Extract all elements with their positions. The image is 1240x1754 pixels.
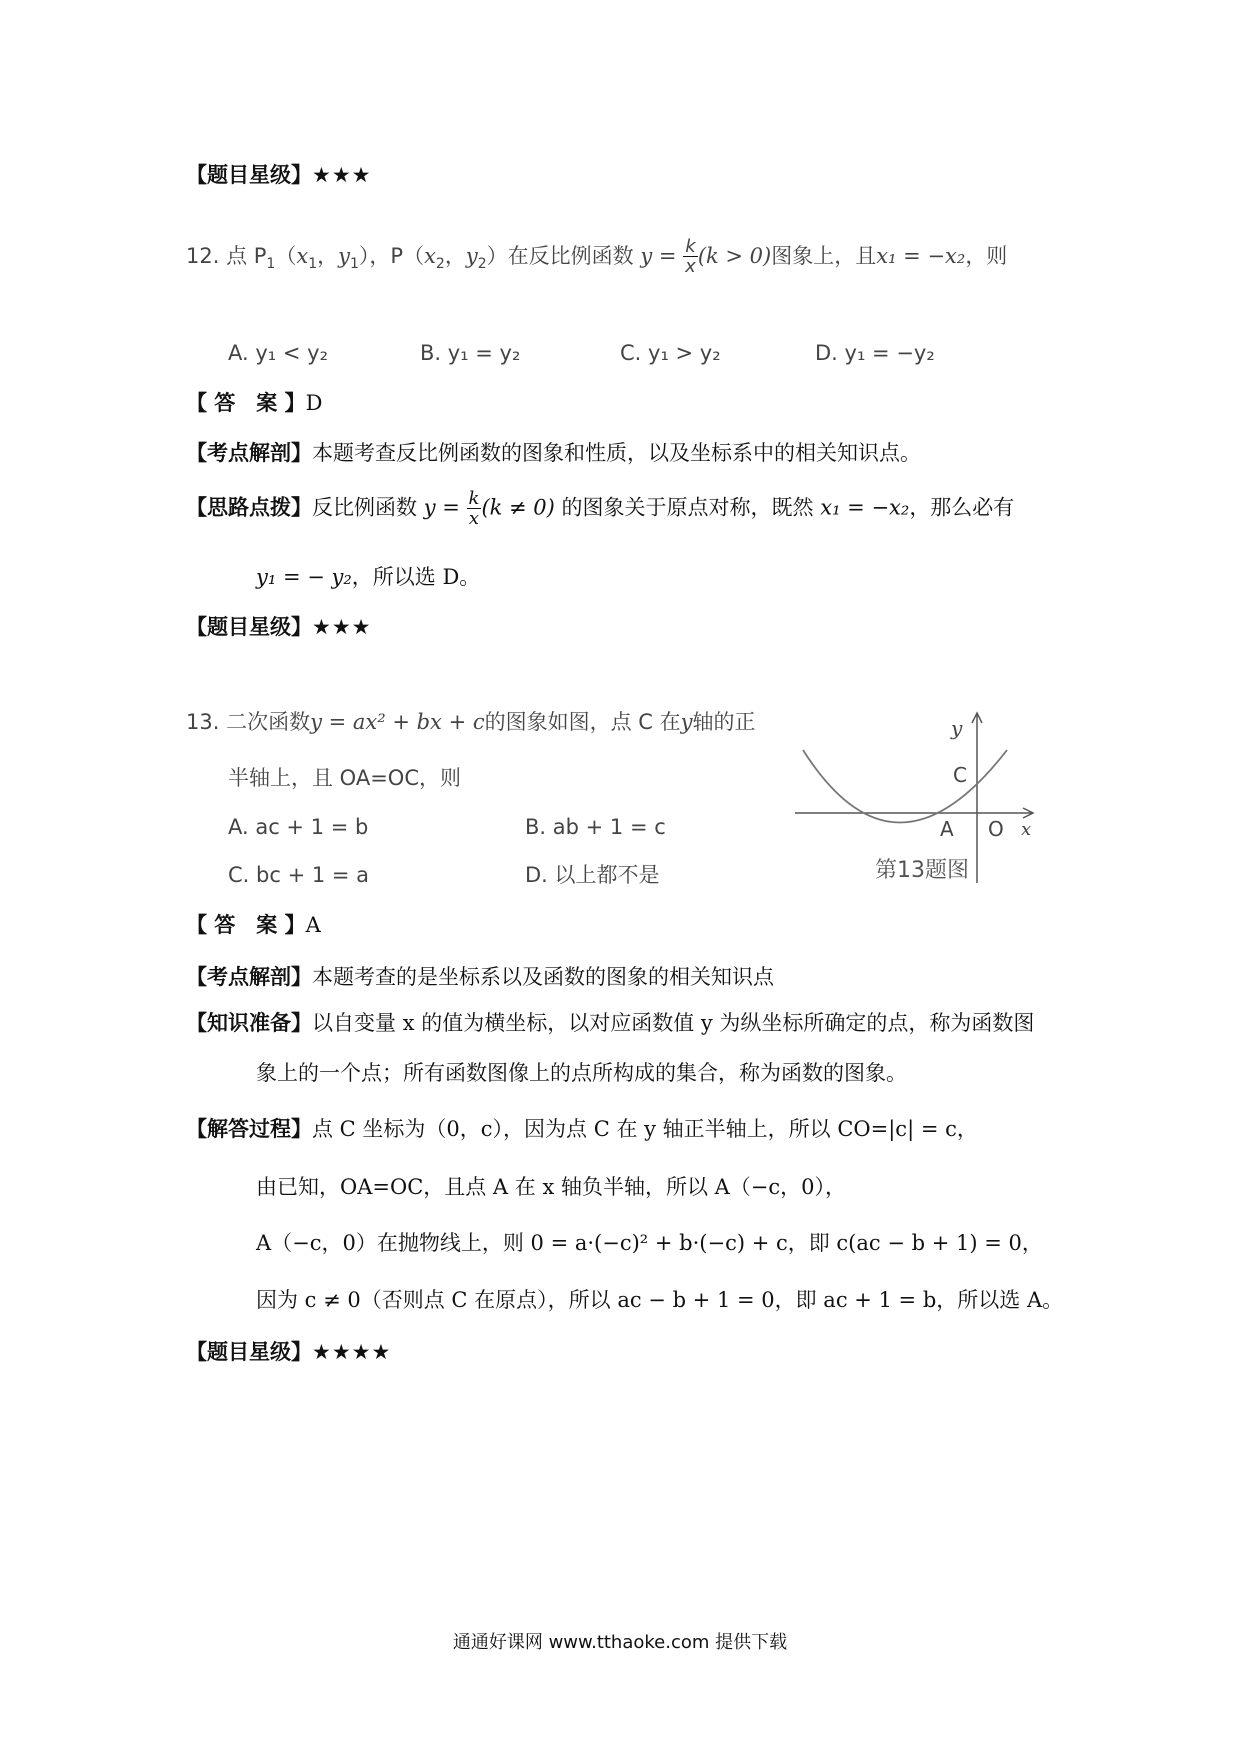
page-footer: 通通好课网 www.tthaoke.com 提供下载 (452, 1632, 788, 1653)
rating-line (186, 160, 371, 190)
q12-rating-stars: ★★★ (312, 615, 372, 639)
q12-prefix: 12. 点 P (186, 244, 267, 268)
q13-analysis-tag: 【考点解剖】 (186, 965, 312, 989)
q12-option-d: D. y₁ = −y₂ (815, 341, 935, 365)
q12-hint-frac-den: x (467, 508, 482, 528)
q13-yaxis: y (680, 710, 693, 734)
q13-knowledge-line2: 象上的一个点；所有函数图像上的点所构成的集合，称为函数的图象。 (256, 1061, 907, 1085)
q12-text5: ，则 (965, 244, 1008, 268)
q13-solution-line4: 因为 c ≠ 0（否则点 C 在原点），所以 ac − b + 1 = 0，即 ac + 1 = b，所以选 A。 (256, 1288, 1064, 1312)
q13-stem-line2: 半轴上，且 OA=OC，则 (228, 766, 461, 790)
q12-text2: ），P（ (358, 244, 425, 268)
q12-option-c: C. y₁ > y₂ (620, 341, 721, 365)
q12-y1-sub: 1 (349, 256, 359, 273)
q12-x1-sub: 1 (308, 256, 318, 273)
q12-hint-fraction (467, 490, 482, 528)
q13-knowledge (186, 1008, 1034, 1038)
q12-answer-value: D (305, 391, 323, 415)
q13-analysis (186, 962, 774, 992)
rating-tag: 【题目星级】 (186, 163, 312, 187)
q12-analysis-tag: 【考点解剖】 (186, 441, 312, 465)
q13-text3: 轴的正 (692, 710, 756, 734)
q13-answer-tag: 【 答 案 】 (186, 913, 306, 937)
q12-hint-frac-num: k (468, 488, 480, 509)
q12-hint-text5: ，所以选 D。 (351, 565, 481, 589)
q12-comma2: ， (444, 244, 466, 268)
q13-answer-value: A (305, 913, 321, 937)
q13-text1: 13. 二次函数 (186, 710, 311, 734)
fig-label-a: A (940, 817, 954, 841)
q12-fraction (683, 238, 698, 276)
q12-hint (186, 490, 1014, 528)
q13-equation: y = ax² + bx + c (310, 710, 485, 734)
q13-text2: 的图象如图，点 C 在 (484, 710, 681, 734)
rating-stars: ★★★ (312, 163, 372, 187)
q12-fn-y: y = (640, 244, 677, 268)
q12-hint-eq: y₁ = − y₂ (256, 565, 352, 589)
q12-y2: y (465, 244, 478, 268)
q12-comma1: ， (317, 244, 339, 268)
q13-rating-stars: ★★★★ (312, 1340, 392, 1364)
q12-frac-den: x (685, 256, 696, 277)
q12-relation: x₁ = −x₂ (876, 244, 966, 268)
q13-solution (186, 1114, 978, 1144)
q12-hint-y: y = (423, 495, 460, 520)
q13-stem-line1 (186, 707, 756, 737)
q13-option-b: B. ab + 1 = c (525, 815, 666, 839)
q12-option-a: A. y₁ < y₂ (228, 341, 328, 365)
q12-answer (186, 388, 322, 418)
q12-p-sub: 1 (266, 256, 276, 273)
q13-knowledge-text1: 以自变量 x 的值为横坐标，以对应函数值 y 为纵坐标所确定的点，称为函数图 (312, 1011, 1035, 1035)
q12-text1: （ (275, 244, 297, 268)
fig-label-o: O (988, 817, 1004, 841)
q12-hint-tag: 【思路点拨】 (186, 495, 312, 520)
q13-solution-tag: 【解答过程】 (186, 1117, 312, 1141)
q12-text3: ）在反比例函数 (486, 244, 634, 268)
q12-frac-num: k (685, 236, 696, 257)
q12-y2-sub: 2 (477, 256, 487, 273)
q13-option-c: C. bc + 1 = a (228, 863, 370, 887)
q13-solution-line2: 由已知，OA=OC，且点 A 在 x 轴负半轴，所以 A（−c，0）， (256, 1175, 847, 1199)
q13-parabola-figure (795, 705, 1035, 890)
q12-condition: (k > 0) (697, 244, 772, 268)
q12-y1: y (338, 244, 350, 268)
q12-x1: x (296, 244, 309, 268)
q12-rating-tag: 【题目星级】 (186, 615, 312, 639)
q12-hint-line2 (256, 562, 480, 592)
q13-option-d: D. 以上都不是 (525, 863, 660, 887)
q12-analysis (186, 438, 921, 468)
q12-hint-text1: 反比例函数 (312, 495, 417, 520)
q12-hint-text2: 的图象关于原点对称，既然 (561, 495, 814, 520)
q13-solution-text1: 点 C 坐标为（0，c），因为点 C 在 y 轴正半轴上，所以 CO=|c| = c， (312, 1117, 978, 1141)
fig-label-y: y (951, 716, 963, 740)
q12-answer-tag: 【 答 案 】 (186, 391, 306, 415)
fig-caption: 第13题图 (875, 858, 969, 883)
q12-analysis-text: 本题考查反比例函数的图象和性质，以及坐标系中的相关知识点。 (312, 441, 921, 465)
q12-x2: x (424, 244, 436, 268)
q12-rating (186, 612, 371, 642)
q13-rating (186, 1337, 391, 1367)
q13-knowledge-tag: 【知识准备】 (186, 1011, 312, 1035)
q12-hint-relation: x₁ = −x₂ (820, 495, 910, 520)
q12-hint-condition: (k ≠ 0) (481, 495, 555, 520)
q12-hint-text3: ，那么必有 (909, 495, 1015, 520)
fig-label-x: x (1021, 819, 1032, 840)
q12-x2-sub: 2 (435, 256, 445, 273)
fig-label-c: C (953, 763, 967, 787)
q12-stem (186, 238, 1007, 279)
q13-rating-tag: 【题目星级】 (186, 1340, 312, 1364)
q12-option-b: B. y₁ = y₂ (420, 341, 521, 365)
q12-text4: 图象上，且 (771, 244, 877, 268)
q13-solution-line3: A（−c，0）在抛物线上，则 0 = a·(−c)² + b·(−c) + c，即 c(ac − b + 1) = 0， (256, 1231, 1043, 1255)
q13-option-a: A. ac + 1 = b (228, 815, 369, 839)
q13-answer (186, 910, 321, 940)
q13-analysis-text: 本题考查的是坐标系以及函数的图象的相关知识点 (312, 965, 774, 989)
